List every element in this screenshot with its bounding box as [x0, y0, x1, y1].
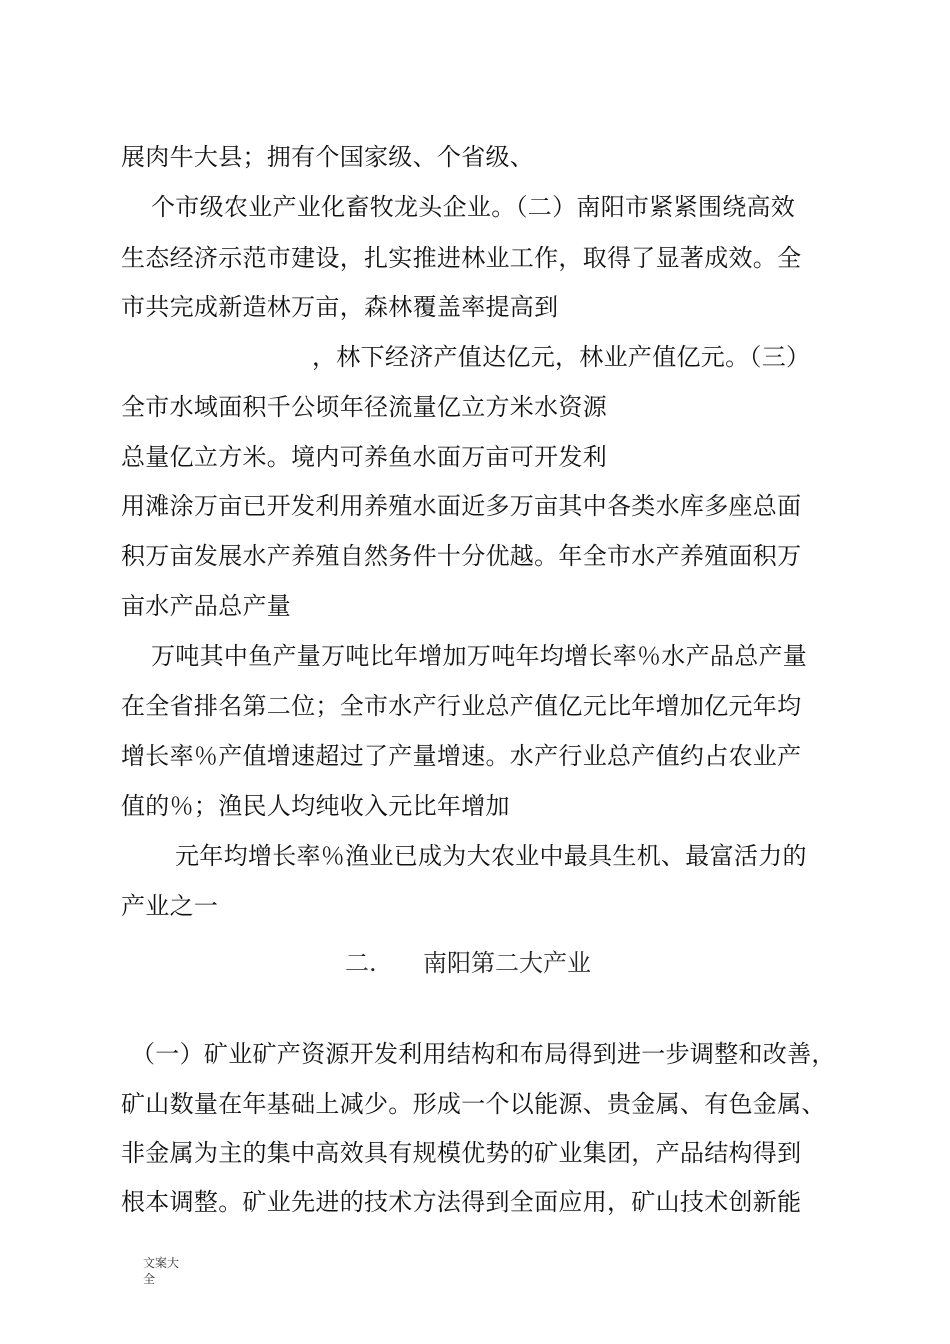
paragraph-line: 个市级农业产业化畜牧龙头企业。（二）南阳市紧紧围绕高效 [151, 193, 796, 221]
paragraph-line: 产业之一 [121, 892, 219, 920]
paragraph-line: 在全省排名第二位；全市水产行业总产值亿元比年增加亿元年均 [121, 692, 802, 720]
paragraph-line: 积万亩发展水产养殖自然务件十分优越。年全市水产养殖面积万 [121, 542, 802, 570]
paragraph-line: 市共完成新造林万亩，森林覆盖率提高到 [121, 293, 559, 321]
section-number: 二. [345, 949, 377, 977]
section-title: 南阳第二大产业 [423, 949, 591, 977]
footer-text: 文案大 [143, 1256, 180, 1270]
paragraph-line: ，林下经济产值达亿元，林业产值亿元。（三） [312, 343, 811, 371]
paragraph-line: 全市水域面积千公顷年径流量亿立方米水资源 [121, 393, 607, 421]
paragraph-line: 增长率％产值增速超过了产量增速。水产行业总产值约占农业产 [121, 742, 802, 770]
paragraph-line: （一）矿业矿产资源开发利用结构和布局得到进一步调整和改善， [131, 1040, 836, 1068]
footer-text: 全 [143, 1272, 156, 1286]
paragraph-line: 总量亿立方米。境内可养鱼水面万亩可开发利 [121, 443, 607, 471]
paragraph-line: 矿山数量在年基础上减少。形成一个以能源、贵金属、有色金属、 [121, 1090, 826, 1118]
page-footer [143, 1255, 203, 1287]
paragraph-line: 展肉牛大县；拥有个国家级、个省级、 [121, 143, 535, 171]
paragraph-line: 非金属为主的集中高效具有规模优势的矿业集团，产品结构得到 [121, 1139, 802, 1167]
paragraph-line: 值的％；渔民人均纯收入元比年增加 [121, 792, 510, 820]
paragraph-line: 生态经济示范市建设，扎实推进林业工作，取得了显著成效。全 [121, 244, 802, 272]
section-heading [345, 948, 591, 978]
paragraph-line: 元年均增长率％渔业已成为大农业中最具生机、最富活力的 [175, 842, 807, 870]
paragraph-line: 根本调整。矿业先进的技术方法得到全面应用，矿山技术创新能 [121, 1188, 802, 1216]
paragraph-line: 万吨其中鱼产量万吨比年增加万吨年均增长率％水产品总产量 [151, 642, 808, 670]
paragraph-line: 亩水产品总产量 [121, 592, 292, 620]
paragraph-line: 用滩涂万亩已开发利用养殖水面近多万亩其中各类水库多座总面 [121, 492, 802, 520]
